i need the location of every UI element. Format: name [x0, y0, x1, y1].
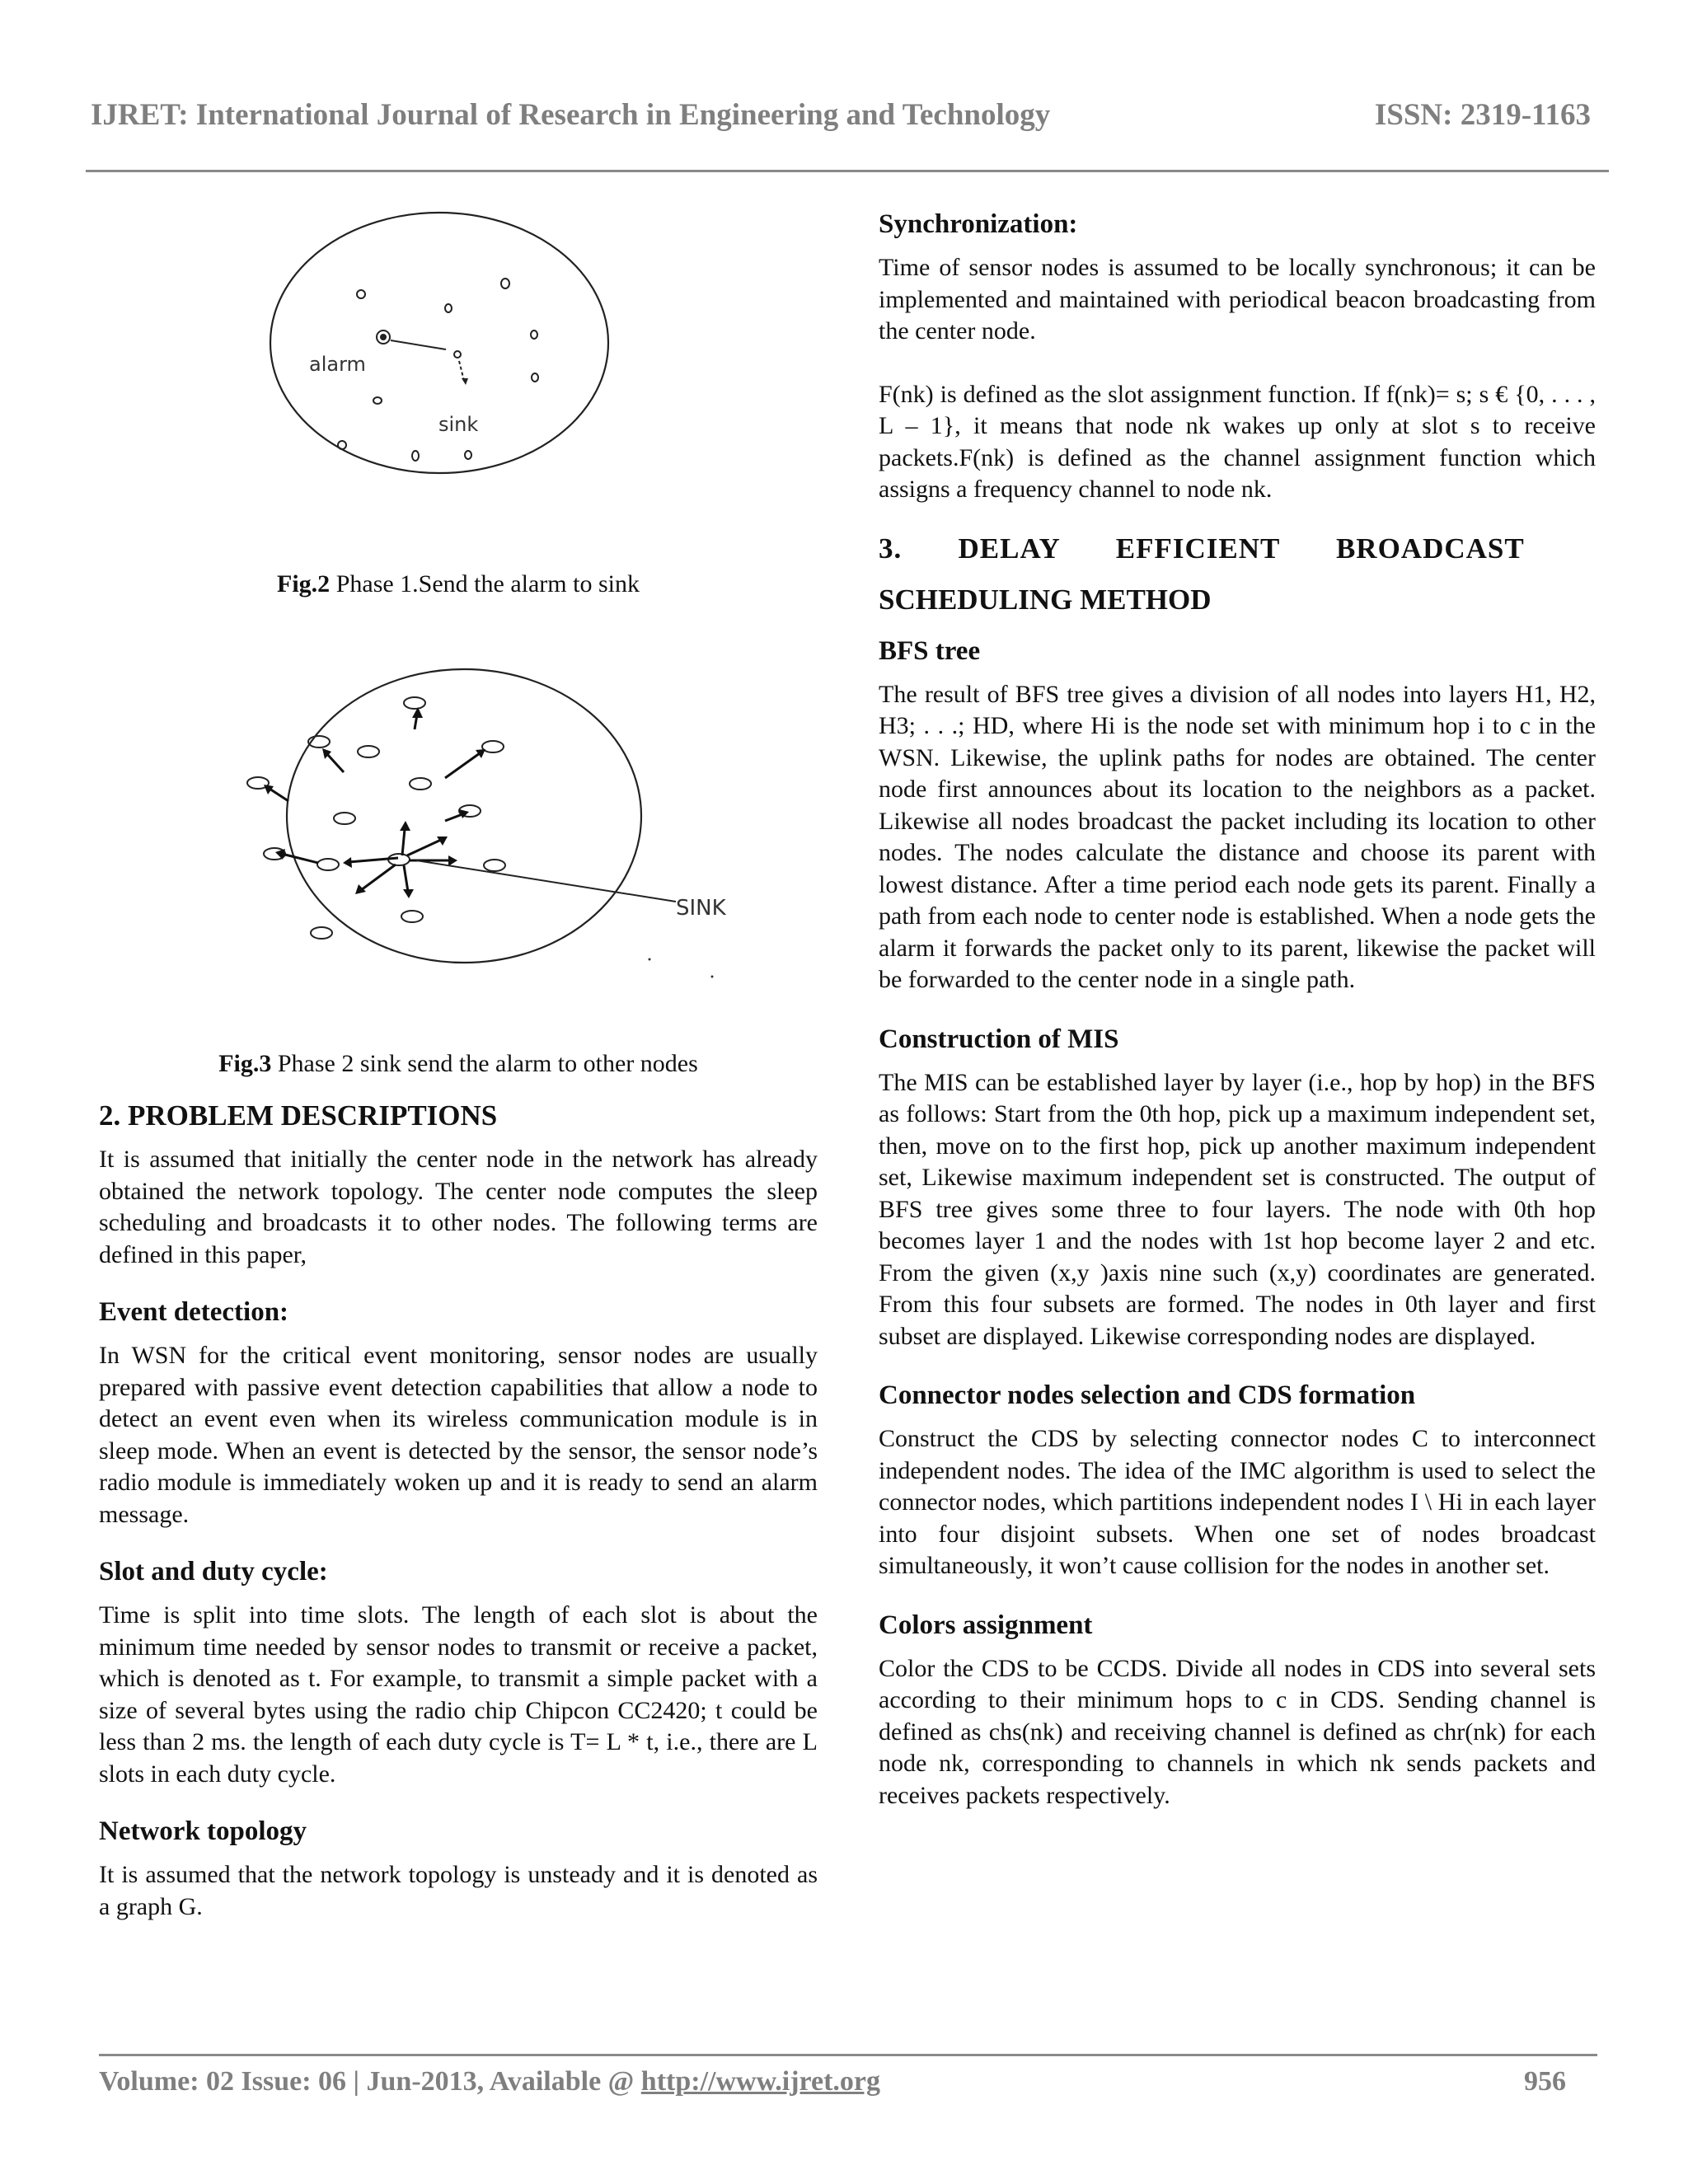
sensor-node	[412, 451, 419, 461]
synchronization-text: Time of sensor nodes is assumed to be locally synchronous; it can be implemented and maintained with periodical beacon broadcasting from the center node.	[879, 254, 1596, 344]
event-detection-heading: Event detection:	[99, 1297, 289, 1327]
fig2-caption-label: Fig.2	[277, 570, 331, 598]
alarm-label: alarm	[309, 353, 366, 376]
fig3-caption-text: Phase 2 sink send the alarm to other nodes	[271, 1050, 698, 1077]
sensor-node	[317, 859, 339, 870]
arrow	[327, 754, 344, 772]
sensor-node	[311, 927, 332, 939]
footer-divider	[99, 2054, 1597, 2056]
sensor-node	[373, 397, 382, 404]
alarm-path-line	[391, 340, 446, 349]
arrow	[402, 829, 405, 855]
arrow	[445, 814, 462, 821]
stray-dot	[649, 958, 651, 961]
arrowhead	[355, 884, 366, 894]
sensor-node	[531, 330, 537, 339]
section-2-text: It is assumed that initially the center node in the network has already obtained the network topology. The center node computes the sleep scheduling and broadcasts it to other nodes. The following terms are defined in this paper,	[99, 1146, 818, 1268]
alarm-path-arrow	[459, 361, 464, 381]
arrow	[270, 789, 288, 801]
arrowhead	[403, 889, 414, 898]
sink-label: sink	[438, 413, 479, 436]
sensor-node	[501, 279, 509, 288]
journal-title: IJRET: International Journal of Research in Engineering and Technology	[91, 98, 1051, 132]
event-detection-text: In WSN for the critical event monitoring, sensor nodes are usually prepared with passive event detection capabilities that allow a node to detect an event even when its wireless communication module is in sleep mode. When an event is detected by the sensor, the sensor node’s radio module is immediately woken up and it is ready to send an alarm message.	[99, 1342, 818, 1528]
sensor-node	[454, 351, 461, 358]
page-number: 956	[1524, 2066, 1566, 2097]
right-column	[879, 206, 1596, 1811]
issn-number: ISSN: 2319-1163	[1374, 98, 1591, 132]
section-2-heading: 2. PROBLEM DESCRIPTIONS	[99, 1099, 498, 1132]
fig3-caption-label: Fig.3	[218, 1050, 272, 1077]
colors-text: Color the CDS to be CCDS. Divide all nodes in CDS into several sets according to their minimum hops to c in CDS. Sending channel is defined as chs(nk) and receiving channel is defined as chr(nk) for each node nk, corresponding to channels in which nk sends packets and receives packets respectively.	[879, 1654, 1596, 1809]
fig3-diagram	[99, 638, 818, 984]
bfs-tree-heading: BFS tree	[879, 635, 981, 666]
sensor-node	[445, 304, 452, 312]
section-3-heading-line1: 3. DELAY EFFICIENT BROADCAST	[879, 532, 1525, 565]
left-column	[99, 206, 818, 1923]
synchronization-heading: Synchronization:	[879, 209, 1078, 239]
sensor-node	[358, 746, 379, 757]
fig2-diagram	[99, 206, 818, 486]
arrow	[282, 854, 318, 863]
arrow	[349, 858, 398, 862]
sensor-node	[338, 441, 346, 449]
alarm-path-arrowhead	[462, 378, 468, 385]
footer-volume	[99, 2066, 880, 2097]
sensor-node	[334, 813, 355, 824]
footer-volume-text: Volume: 02 Issue: 06 | Jun-2013, Available @	[99, 2066, 641, 2097]
figure-3	[99, 638, 818, 984]
mis-text: The MIS can be established layer by layer (i.e., hop by hop) in the BFS as follows: Start from the 0th hop, pick up a maximum independent set, then, move on to the first hop, pick up another maximum independent set, Likewise maximum independent set is constructed. The output of BFS tree gives some three to four layers. The node with 0th hop becomes layer 1 and the nodes with 1st hop become layer 2 and etc. From the given (x,y )axis nine such (x,y) coordinates are generated. From this four subsets are formed. The nodes in 0th layer and first subset are displayed. Likewise corresponding nodes are displayed.	[879, 1068, 1596, 1350]
network-topology-heading: Network topology	[99, 1816, 307, 1846]
sensor-node	[357, 290, 365, 298]
sensor-node	[484, 860, 505, 871]
arrow	[407, 840, 441, 855]
section-3-heading-line2: SCHEDULING METHOD	[879, 583, 1212, 616]
running-header	[91, 97, 1591, 138]
network-topology-text: It is assumed that the network topology is unsteady and it is denoted as a graph G.	[99, 1861, 818, 1920]
arrow	[445, 753, 480, 778]
running-footer	[99, 2066, 1566, 2107]
colors-heading: Colors assignment	[879, 1610, 1093, 1640]
mis-heading: Construction of MIS	[879, 1024, 1119, 1054]
sensor-node	[482, 741, 504, 752]
bfs-tree-text: The result of BFS tree gives a division of all nodes into layers H1, H2, H3; . . .; HD, where Hi is the node set with minimum hop i to c in the WSN. Likewise, the uplink paths for nodes are obtained. The center node first announces about its location to the neighbors as a packet. Likewise all nodes broadcast the packet including its location to other nodes. The nodes calculate the distance and choose its parent with lowest distance. After a time period each node gets its parent. Finally a path from each node to center node is established. When a node gets the alarm it forwards the packet only to its parent, likewise the packet will be forwarded to the center node in a single path.	[879, 680, 1596, 993]
sink-pointer-line	[416, 860, 676, 902]
slot-duty-text: Time is split into time slots. The length of each slot is about the minimum time needed by sensor nodes to transmit or receive a packet, which is denoted as t. For example, to transmit a simple packet with a size of several bytes using the radio chip Chipcon CC2420; t could be less than 2 ms. the length of each duty cycle is T= L * t, i.e., there are L slots in each duty cycle.	[99, 1601, 818, 1788]
connector-text: Construct the CDS by selecting connector nodes C to interconnect independent nodes. The idea of the IMC algorithm is used to select the connector nodes, which partitions independent nodes I \ Hi in each layer into four disjoint subsets. When one set of nodes broadcast simultaneously, it won’t cause collision for the nodes in another set.	[879, 1425, 1596, 1579]
sensor-node	[532, 373, 538, 382]
fig2-caption-text: Phase 1.Send the alarm to sink	[330, 570, 640, 598]
slot-duty-heading: Slot and duty cycle:	[99, 1557, 328, 1586]
connector-heading: Connector nodes selection and CDS formation	[879, 1380, 1416, 1410]
sensor-node	[465, 451, 471, 459]
arrow	[361, 865, 396, 890]
sensor-node	[404, 697, 425, 709]
header-divider	[86, 170, 1609, 172]
arrowhead	[343, 857, 352, 868]
figure-2	[99, 206, 818, 486]
fnk-text: F(nk) is defined as the slot assignment function. If f(nk)= s; s € {0, . . . , L – 1}, it means that node nk wakes up only at slot s to receive packets.F(nk) is defined as the channel assignment function which assigns a frequency channel to node nk.	[879, 380, 1596, 503]
arrowhead	[400, 821, 410, 831]
sink-label: SINK	[676, 896, 726, 921]
sensor-node	[410, 778, 431, 790]
arrow	[404, 865, 408, 892]
journal-url-link[interactable]: http://www.ijret.org	[640, 2066, 881, 2097]
alarm-node-center	[380, 334, 387, 340]
stray-dot	[711, 976, 714, 978]
sensor-node	[401, 911, 423, 922]
arrowhead	[448, 855, 457, 866]
arrowheads	[264, 707, 485, 898]
fig2-caption	[99, 569, 818, 600]
fig3-caption	[99, 1048, 818, 1080]
